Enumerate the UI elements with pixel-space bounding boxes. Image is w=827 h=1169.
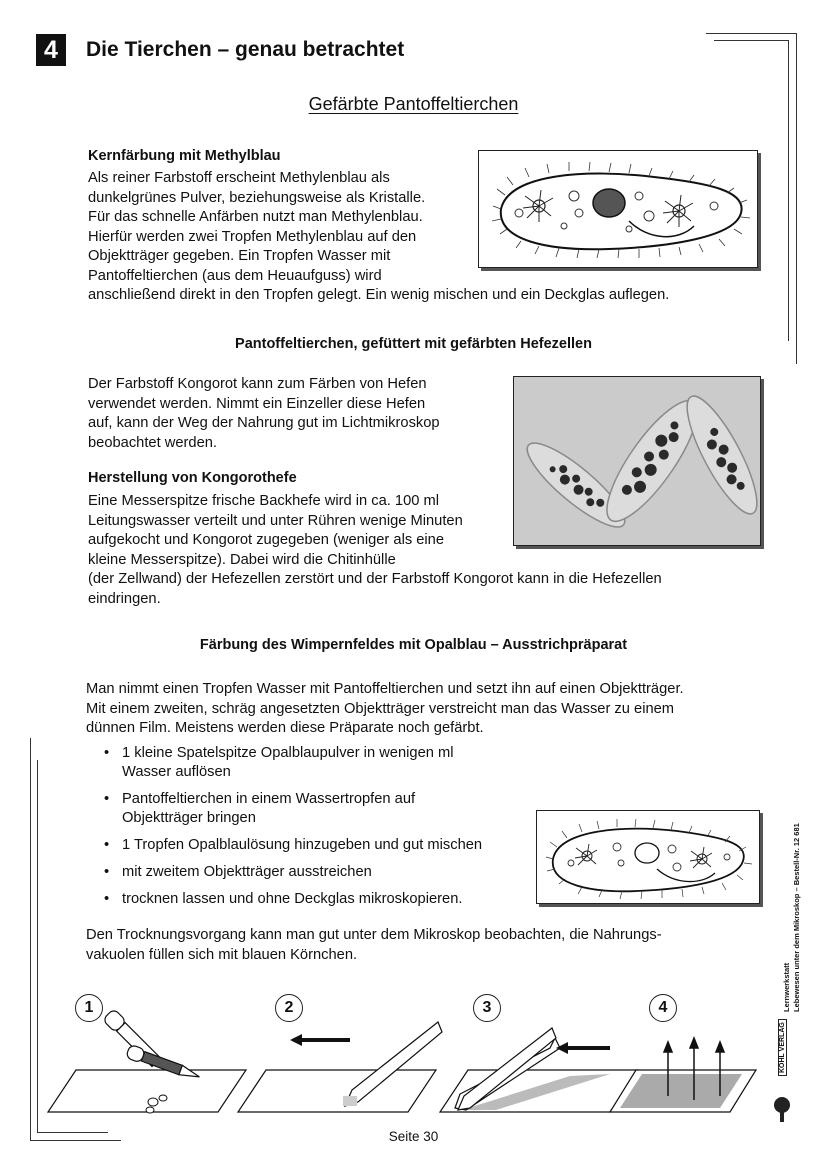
page-title: Die Tierchen – genau betrachtet [86, 38, 405, 61]
micrograph-stained-yeast [513, 376, 761, 546]
paramecium-drawing-1 [478, 150, 758, 268]
chapter-number: 4 [36, 34, 66, 66]
step2-slide-drawing [238, 1022, 442, 1112]
list-item: • 1 Tropfen Opalblaulösung hinzugeben und gut mischen [86, 836, 526, 855]
tree-logo-icon [770, 1096, 794, 1124]
page-subtitle: Gefärbte Pantoffeltierchen [308, 94, 519, 114]
step-number-4: 4 [649, 994, 677, 1022]
section3-intro: Man nimmt einen Tropfen Wasser mit Pantoffeltierchen und setzt ihn auf einen Objektträger. Mit einem zweiten, schräg angesetzten Objektträger verstreicht man das Wasser zu einem dünnen Film. Meistens werden diese Präparate noch gefärbt. [86, 681, 684, 736]
list-item: • trocknen lassen und ohne Deckglas mikroskopieren. [86, 890, 526, 909]
step-number-2: 2 [275, 994, 303, 1022]
list-item: • Pantoffeltierchen in einem Wassertropfen auf Objektträger bringen [86, 790, 526, 828]
section1-heading: Kernfärbung mit Methylblau [88, 148, 281, 164]
section2-heading: Pantoffeltierchen, gefüttert mit gefärbten Hefezellen [235, 336, 592, 352]
publisher-logo: KOHL VERLAG [778, 1019, 787, 1076]
step3-smear-drawing [440, 1028, 638, 1112]
step-number-3: 3 [473, 994, 501, 1022]
procedure-illustration [40, 1010, 760, 1125]
step1-pipette-drawing [48, 1010, 246, 1113]
section2-body: Eine Messerspitze frische Backhefe wird in ca. 100 ml Leitungswasser verteilt und unter Rühren wenige Minuten aufgekocht und Kongorot zugegeben (weniger als eine kleine Messerspitze). Dabei wird die Chitinhülle (der Zellwand) der Hefezellen zerstört und der Farbstoff Kongorot kann in die Hefezellen eindringen. [88, 493, 662, 607]
paramecium-drawing-2 [536, 810, 760, 904]
instruction-list [86, 744, 526, 917]
page-number: Seite 30 [388, 1129, 439, 1144]
list-item: • mit zweitem Objektträger ausstreichen [86, 863, 526, 882]
step-number-1: 1 [75, 994, 103, 1022]
list-item: • 1 kleine Spatelspitze Opalblaupulver in wenigen ml Wasser auflösen [86, 744, 526, 782]
sidebar-series: Lernwerkstatt [782, 962, 791, 1012]
section3-outro: Den Trocknungsvorgang kann man gut unter dem Mikroskop beobachten, die Nahrungs- vakuolen füllen sich mit blauen Körnchen. [86, 927, 662, 963]
section1-text: Als reiner Farbstoff erscheint Methylenblau als dunkelgrünes Pulver, beziehungsweise als Kristalle. Für das schnelle Anfärben nutzt man Methylenblau. Hierfür werden zwei Tropfen Methylenblau auf den Objektträger gegeben. Ein Tropfen Wasser mit Pantoffeltierchen (aus dem Heuaufguss) wird anschließend direkt in den Tropfen gelegt. Ein wenig mischen und ein Deckglas auflegen. [88, 170, 670, 303]
section3-heading: Färbung des Wimpernfeldes mit Opalblau – Ausstrichpräparat [199, 637, 628, 653]
section2-subheading: Herstellung von Kongorothefe [88, 470, 297, 486]
sidebar-order-info: Lebewesen unter dem Mikroskop – Bestell-Nr. 12 681 [792, 823, 801, 1012]
section2-intro: Der Farbstoff Kongorot kann zum Färben von Hefen verwendet werden. Nimmt ein Einzeller diese Hefen auf, kann der Weg der Nahrung gut im Lichtmikroskop beobachtet werden. [88, 376, 440, 451]
